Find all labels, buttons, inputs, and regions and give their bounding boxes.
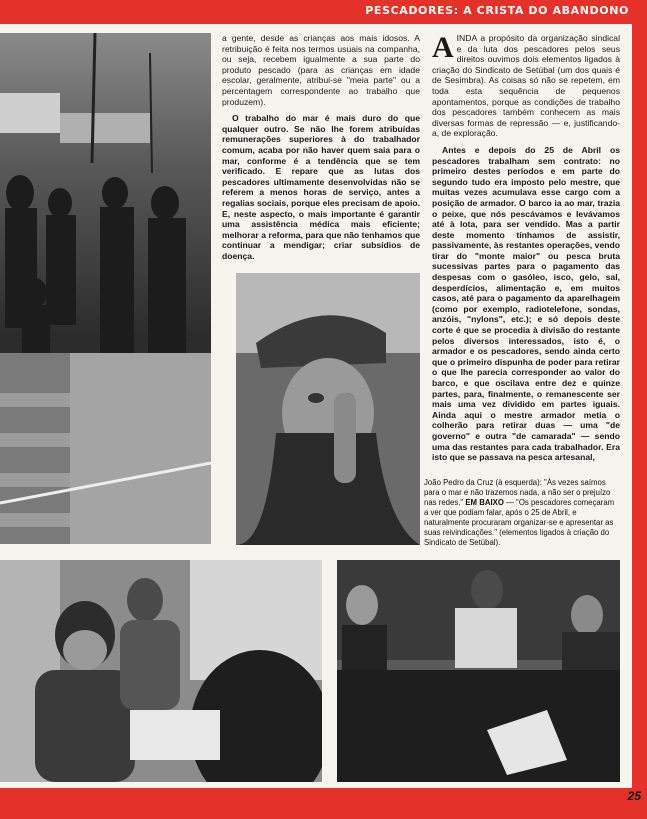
- paragraph-text: INDA a propósito da organização sindical e da luta dos pescadores pelos seus direitos ouvimos dois elementos ligados à criação do Sindicato de Setúbal (um dos quais é de Sesimbra). As coisas só não se repetem, em toda esta sequência de pequenos apontamentos, porque as condições de trabalho dos pescadores também conhecem as mais diversas formas de repressão — e, justificando-a, de exploração.: [432, 33, 620, 139]
- paragraph: a gente, desde as crianças aos mais idosos. A retribuição é feita nos termos usuais na companha, ou seja, recebem igualmente a sua parte do produto pescado (para as crianças em idade escolar, geralmente, atribui-se "meia parte" ou a percentagem correspondente ao trabalho que produzem).: [222, 33, 420, 107]
- photo-meeting-right: [337, 560, 620, 782]
- page-number: 25: [627, 789, 641, 803]
- drop-cap: A: [432, 31, 454, 64]
- paragraph: [432, 33, 620, 139]
- caption-em-label: EM BAIXO: [465, 498, 504, 507]
- paragraph: Antes e depois do 25 de Abril os pescadores trabalham sem contrato: no primeiro destes períodos e em parte do segundo tudo era imposto pelo mestre, que muitas vezes acumulava esse cargo com a posição de armador. O barco ia ao mar, trazia o peixe, que nós pescávamos e levávamos até à lota, para ser vendido. Mas a partir deste momento tínhamos de assistir, passivamente, às restantes operações, vendo tirar do "monte maior" ou pesca bruta sucessivas partes para o pagamento das despesas com o gasóleo, isco, gelo, sal, desperdícios, alimentação e, em muitos casos, até para o pagamento da aparelhagem (como por exemplo, radiotelefone, sondas, anzóis, "nylons", etc.); e só depois deste corte é que se procedia à divisão do restante pelos diversos interessados, isto é, o armador e os pescadores, sendo ainda certo que o primeiro dispunha de poder para retirar o que lhe parecia corresponder ao valor do barco, e que oscilava entre dez e quinze partes, para, finalmente, o remanescente ser mais uma vez dividido em partes iguais. Ainda aqui o mestre armador metia o colherão para retirar duas — uma "de governo" e outra "de camarada" — sendo uma das restantes para cada trabalhador. Era isto que se passava na pesca artesanal,: [432, 144, 620, 463]
- caption-lead: João Pedro da Cruz (à esquerda): "Às vezes saímos para o mar e não trazemos nada, a não ser o prejuízo nas redes.": [424, 478, 611, 507]
- paragraph: O trabalho do mar é mais duro do que qualquer outro. Se não lhe forem atribuídas remunerações superiores à do trabalhador comum, acaba por não haver quem saia para o mar, conforme é a tendência que se tem verificado. E repare que as lutas dos pescadores ultimamente desenvolvidas não se referem a menos horas de serviço, antes a regalias sociais, porque eles precisam de apoio. E, neste aspecto, o mais importante é garantir uma assistência médica mais eficiente; melhorar a reforma, para que não tenhamos que continuar a mendigar; criar subsídios de doença.: [222, 113, 420, 261]
- photo-harbour-fishermen: [0, 33, 211, 544]
- article-column-middle: [222, 33, 420, 267]
- photo-interview-left: [0, 560, 322, 782]
- section-title: PESCADORES: A CRISTA DO ABANDONO: [365, 4, 629, 17]
- caption-rest: — "Os pescadores começaram a ver que podiam falar, após o 25 de Abril, e naturalmente procuraram organizar-se e apresentar as suas reivindicações." (elementos ligados à criação do Sindicato de Setúbal).: [424, 498, 615, 547]
- photo-caption: [424, 478, 620, 548]
- photo-old-fisherman: [236, 273, 420, 545]
- article-column-right: [432, 33, 620, 469]
- page-header: [0, 0, 647, 22]
